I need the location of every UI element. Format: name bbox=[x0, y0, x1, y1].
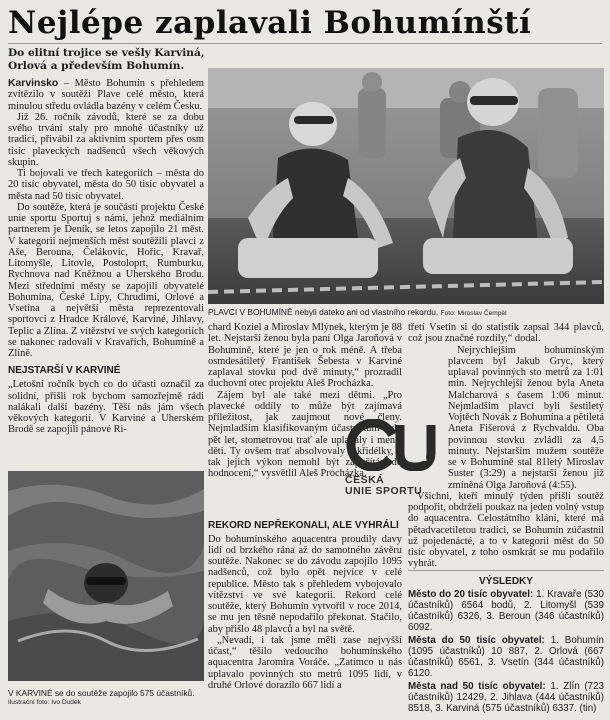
result-text: 1. Bohumín (1095 účastníků) 10 887, 2. Orlová (667 účastníků) 6561, 3. Vsetín (344 účastníků) 6120. bbox=[408, 634, 604, 679]
result-text: 1. Kravaře (530 účastníků) 6564 bodů, 2. Litomyšl (539 účastníků) 6326, 3. Beroun (346 účastníků) 6092. bbox=[408, 588, 605, 633]
result-category: Město do 20 tisíc obyvatel: bbox=[408, 588, 534, 600]
article-paragraph bbox=[8, 168, 204, 202]
result-text: 1. Zlín (723 účastníků) 12429, 2. Jihlava (444 účastníků) 8518, 3. Karviná (575 účastníků) 6337. (tin) bbox=[408, 680, 604, 714]
paragraph-text: Do soutěže, která je součástí projektu České unie sportu Sportuj s námi, jehož mediálním partnerem je Deník, se letos zapojilo 21 měst. V kategorii nejmenších měst soutěžili plavci z Aše, Berouna, Čelákovic, Hořic, Kravař, Litomyšle, Litovle, Postoloprt, Rumburku, Rychnova nad Kněžnou a Uherského Brodu. Mezi středními městy se zapojili obyvatelé Bohumína, České Lípy, Chrudimi, Orlové a Vsetína a největší města reprezentovali sportovci z Hradce Králové, Karviné, Jihlavy, Teplic a Zlína. Z vítězství ve svých kategoriích se nakonec radovali v Kravařích, Bohumíně a Zlíně. bbox=[8, 201, 204, 359]
paragraph-text: – Město Bohumín s přehledem zvítězilo v soutěži Plave celé město, která minulou středu ovládla bazény v celém Česku. bbox=[8, 78, 204, 112]
article-paragraph: Zájem byl ale také mezi dětmi. „Pro plavecké oddíly to může být zajímavá příležitost, jak zaujmout nové členy. Nejmladším klasifikovaným účastníkům bylo pět let, stometrovou trať ale uplavaly i menší děti. Ty ovšem trať absolvovaly s křidélky, a tak jejich výkon nemohl být započítán do hodnocení,“ vysvětlil Aleš Procházka. bbox=[208, 389, 402, 480]
column-3 bbox=[408, 322, 604, 716]
article-paragraph bbox=[8, 78, 204, 112]
bottom-photo-credit: Ilustrační foto: Ivo Dudek bbox=[8, 699, 81, 706]
column-2 bbox=[208, 322, 402, 691]
results-rule bbox=[408, 570, 604, 571]
paragraph-text: Již 26. ročník závodů, které se za dobu svého trvání staly pro mnohé účastníky už tradicí, přivábil za aktivním sportem přes osm tisíc plaveckých nadšenců všech věkových skupin. bbox=[8, 111, 204, 168]
top-caption-text: PLAVCI V BOHUMÍNĚ nebyli dateko ani od vlastního rekordu. bbox=[208, 307, 439, 317]
bottom-photo-caption bbox=[8, 688, 204, 708]
result-entry bbox=[408, 681, 604, 714]
swimmers-illustration bbox=[208, 68, 604, 304]
article-paragraph: „Nevadí, i tak jsme měli zase nejvyšší účast,“ těšilo vedoucího bohumínského aquacentra Jaromíra Voráče. „Zatímco u nás uplavalo povinných sto metrů 1095 lidí, v druhé Orlové dorazilo 667 lidí a bbox=[208, 634, 402, 691]
logo-text-line1: ČESKÁ bbox=[345, 474, 385, 486]
swimmer-in-water-illustration bbox=[8, 471, 204, 681]
top-photo-credit: Foto: Miroslav Čempěl bbox=[440, 310, 507, 317]
article-paragraph bbox=[8, 202, 204, 360]
article-paragraph: Do bohumínského aquacentra proudily davy lidí od brzkého rána až do samotného závěru soutěže. Nakonec se do závodu zapojilo 1095 nadšenců, což bylo opět nejvíce v celé republice. Město tak s přehledem vybojovalo vítězství ve své kategorii. Rekord celé soutěže, který Bohumín vytvořil v roce 2014, se mu jen těsně nepodařilo překonat. Stačilo, aby přišlo 48 plavců a byl na světě. bbox=[208, 533, 402, 635]
subhead-nejstarsi: NEJSTARŠÍ V KARVINÉ bbox=[8, 365, 121, 377]
bottom-caption-text: V KARVINÉ se do soutěže zapojilo 575 účastníků. bbox=[8, 688, 195, 698]
article-perex: Do elitní trojice se vešly Karviná, Orlová a především Bohumín. bbox=[8, 47, 205, 72]
article-paragraph: Nejrychlejším bohumínským plavcem byl Jakub Gryc, který uplaval povinných sto metrů za 1:01 min. Nejrychlejší ženou byla Aneta Malcharová s časem 1:06 minut. Nejmladším plavci byli šestiletý Vojtěch Novák z Bohumína a pětiletá Aneta Fišerová z Rychvaldu. Oba povinnou stovku zvládli za 4,5 minuty. Nejstarším mužem soutěže se v Bohumíně stal 81letý Miroslav Suster (3:29) a nejstarší ženou již zmíněná Olga Jaroňová (4:55). bbox=[448, 344, 604, 491]
article-paragraph: „Letošní ročník bych co do účasti označil za solidní, přišli rok bychom samozřejmě rádi nalákali další bazény. Těší nás jám všech věkových kategorií. V Karviné a Uherském Brodě se zapojili pánové Ri- bbox=[8, 379, 204, 436]
dateline: Karvinsko bbox=[8, 78, 59, 89]
article-paragraph: Všichni, kteří minulý týden přišli soutěž podpořit, obdrželi poukaz na jeden volný vstup do aquacentra. Celostátního klání, které má pětadvacetiletou tradici, se Bohumín zúčastnil už pojedenácté, a to v kategorii měst do 50 tisíc obyvatel, z toho osmkrát se mu podařilo vyhrát. bbox=[408, 490, 604, 570]
result-entry bbox=[408, 589, 604, 633]
article-paragraph: třetí Vsetín si do statistik zapsal 344 plavců, což jsou značné rozdíly,“ dodal. bbox=[408, 322, 604, 345]
results-title: VÝSLEDKY bbox=[479, 575, 533, 587]
top-photo-swimmers bbox=[208, 68, 604, 304]
headline-rule bbox=[8, 43, 602, 44]
article-paragraph bbox=[8, 112, 204, 168]
column-1 bbox=[8, 78, 204, 436]
subhead-rekord: REKORD NEPŘEKONALI, ALE VYHRÁLI bbox=[208, 519, 399, 531]
logo-text-line2: UNIE SPORTU bbox=[345, 485, 423, 497]
top-photo-caption bbox=[208, 307, 604, 319]
bottom-photo-swimmer bbox=[8, 471, 204, 681]
result-category: Města nad 50 tisíc obyvatel: bbox=[408, 680, 546, 692]
result-category: Města do 50 tisíc obyvatel: bbox=[408, 634, 545, 646]
article-paragraph: chard Koziel a Miroslav Mlýnek, kterým je 88 let. Nejstarší ženou byla paní Olga Jaroňová v Bohumíně, které je jen o rok méně. A třeba osmdesátiletý František Šebesta v Karviné zaplaval stovku pod dvě minuty,“ prozradil duchovní otec projektu Aleš Procházka. bbox=[208, 322, 402, 390]
result-entry bbox=[408, 635, 604, 679]
article-headline: Nejlépe zaplavali Bohumínští bbox=[8, 5, 532, 41]
paragraph-text: Ti bojovali ve třech kategoriích – města do 20 tisíc obyvatel, města do 50 tisíc obyvatel a města nad 50 tisíc obyvatel. bbox=[8, 168, 204, 202]
